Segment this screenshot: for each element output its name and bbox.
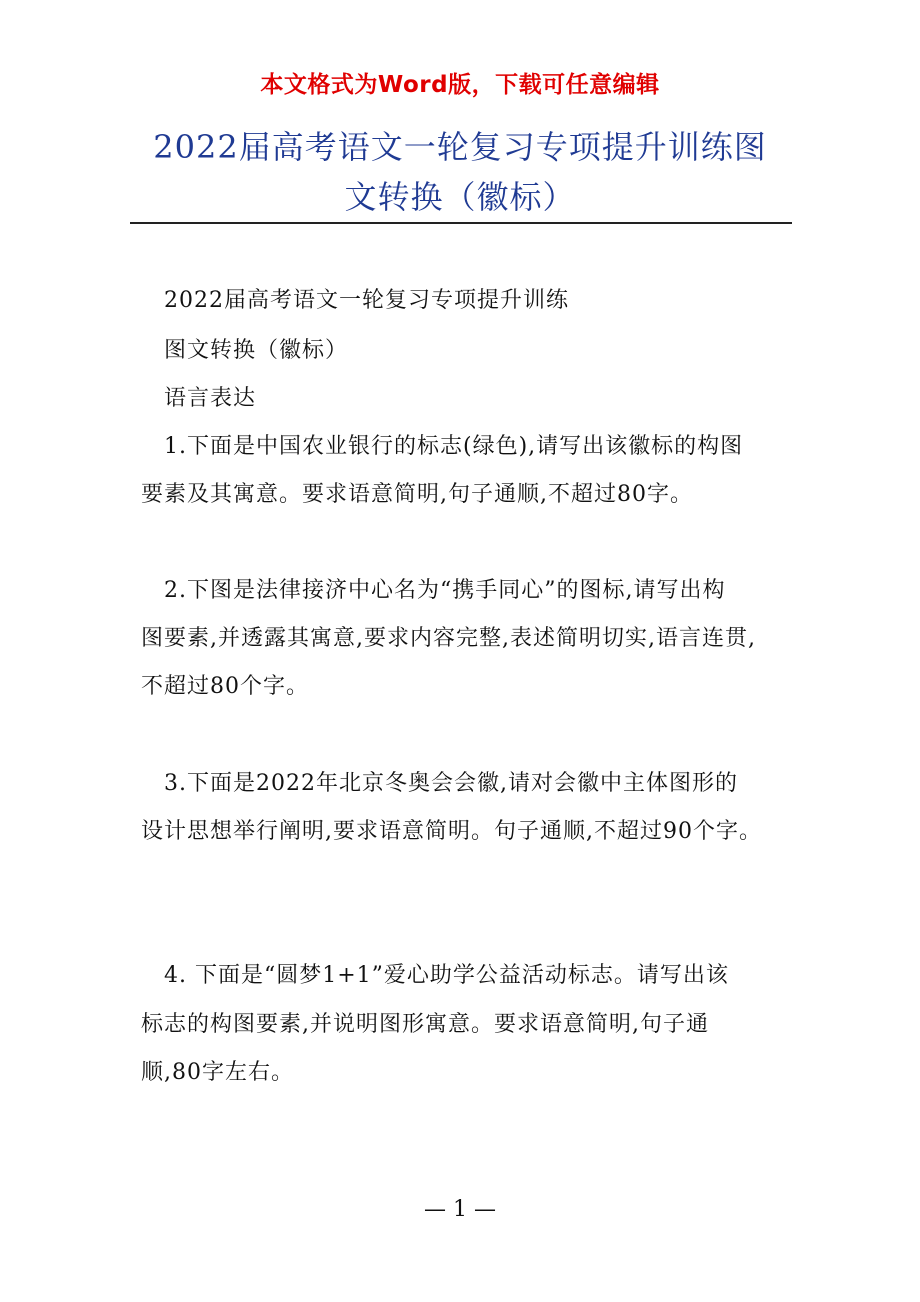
title-line-1: 2022届高考语文一轮复习专项提升训练图 <box>153 128 767 166</box>
header-line-section: 语言表达 <box>164 386 257 411</box>
question-line: 图要素,并透露其寓意,要求内容完整,表述简明切实,语言连贯, <box>141 626 756 651</box>
document-title <box>130 122 790 222</box>
question-line: 标志的构图要素,并说明图形寓意。要求语意简明,句子通 <box>141 1012 709 1037</box>
question-line: 不超过80个字。 <box>141 674 309 699</box>
title-line-2: 文转换（徽标） <box>344 178 576 216</box>
question-line: 2.下图是法律接济中心名为“携手同心”的图标,请写出构 <box>164 578 726 603</box>
header-line-course: 2022届高考语文一轮复习专项提升训练 <box>164 288 569 313</box>
question-line: 1.下面是中国农业银行的标志(绿色),请写出该徽标的构图 <box>164 434 744 459</box>
page-number: — 1 — <box>424 1197 496 1222</box>
question-line: 3.下面是2022年北京冬奥会会徽,请对会徽中主体图形的 <box>164 771 738 796</box>
question-line: 要素及其寓意。要求语意简明,句子通顺,不超过80字。 <box>141 482 693 507</box>
title-divider <box>130 222 792 224</box>
question-line: 顺,80字左右。 <box>141 1060 294 1085</box>
question-line: 4. 下面是“圆梦1+1”爱心助学公益活动标志。请写出该 <box>164 963 729 988</box>
download-banner: 本文格式为Word版，下载可任意编辑 <box>260 72 660 98</box>
question-line: 设计思想举行阐明,要求语意简明。句子通顺,不超过90个字。 <box>141 819 762 844</box>
header-line-topic: 图文转换（徽标） <box>164 338 349 363</box>
